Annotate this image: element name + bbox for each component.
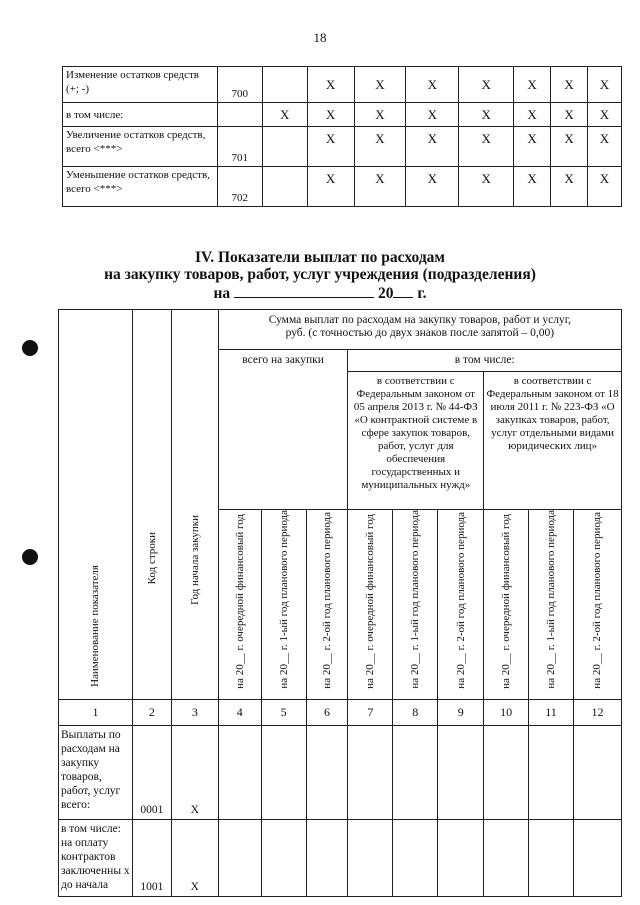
period-header: на 20__ г. очередной финансовый год: [484, 510, 529, 700]
row-code: [217, 103, 262, 127]
header-223fz: в соответствии с Федеральным законом от 18 июля 2011 г. № 223-ФЗ «О закупках товаров, работ, услуг отдельными видами юридических лиц»: [484, 372, 622, 510]
header-code: Код строки: [132, 310, 171, 700]
binder-hole: [22, 549, 38, 565]
purchase-payments-table: [58, 309, 622, 897]
section-title: IV. Показатели выплат по расходам: [195, 249, 445, 266]
header-name: Наименование показателя: [59, 310, 133, 700]
row-year: X: [171, 819, 218, 896]
header-total: всего на закупки: [218, 350, 348, 510]
table-row: Уменьшение остатков средств, всего <***> 702 X X X X X X X: [63, 167, 622, 207]
row-name: Изменение остатков средств (+; -): [63, 67, 218, 103]
period-header: на 20__ г. очередной финансовый год: [348, 510, 393, 700]
row-code: 1001: [132, 819, 171, 896]
header-44fz: в соответствии с Федеральным законом от 05 апреля 2013 г. № 44-ФЗ «О контрактной системе в сфере закупок товаров, работ, услуг для обеспечения государственных и муниципальных нужд»: [348, 372, 484, 510]
row-code: 701: [217, 127, 262, 167]
table-row: [59, 819, 622, 896]
table-row: [59, 725, 622, 819]
column-number-row: 1 2 3 4 5 6 7 8 9 10 11 12: [59, 699, 622, 725]
year-blank[interactable]: [393, 283, 413, 298]
period-header: на 20__ г. 2-ой год планового периода: [573, 510, 621, 700]
header-sum: Сумма выплат по расходам на закупку товаров, работ и услуг, руб. (с точностью до двух знаков после запятой – 0,00): [218, 310, 621, 350]
binder-hole: [22, 340, 38, 356]
row-name: в том числе: на оплату контрактов заключенны х до начала: [59, 819, 133, 896]
row-name: Выплаты по расходам на закупку товаров, работ, услуг всего:: [59, 725, 133, 819]
period-header: на 20__ г. 1-ый год планового периода: [393, 510, 438, 700]
section-date-line: на 20 г.: [213, 285, 427, 302]
table-row: Изменение остатков средств (+; -) 700 X X X X X X X: [63, 67, 622, 103]
row-code: 0001: [132, 725, 171, 819]
header-including: в том числе:: [348, 350, 622, 372]
period-header: на 20__ г. 2-ой год планового периода: [438, 510, 484, 700]
period-header: на 20__ г. 1-ый год планового периода: [261, 510, 306, 700]
balance-change-table: [62, 66, 622, 207]
row-name: Увеличение остатков средств, всего <***>: [63, 127, 218, 167]
header-year: Год начала закупки: [171, 310, 218, 700]
section-subtitle: на закупку товаров, работ, услуг учреждения (подразделения): [104, 266, 536, 283]
row-name: Уменьшение остатков средств, всего <***>: [63, 167, 218, 207]
table-row: в том числе: X X X X X X X X: [63, 103, 622, 127]
period-header: на 20__ г. 2-ой год планового периода: [306, 510, 348, 700]
period-header: на 20__ г. 1-ый год планового периода: [529, 510, 574, 700]
date-blank[interactable]: [234, 283, 374, 298]
table-row: Увеличение остатков средств, всего <***> 701 X X X X X X X: [63, 127, 622, 167]
row-code: 702: [217, 167, 262, 207]
row-name: в том числе:: [63, 103, 218, 127]
row-year: X: [171, 725, 218, 819]
period-header: на 20__ г. очередной финансовый год: [218, 510, 261, 700]
page-number: 18: [313, 30, 327, 45]
row-code: 700: [217, 67, 262, 103]
